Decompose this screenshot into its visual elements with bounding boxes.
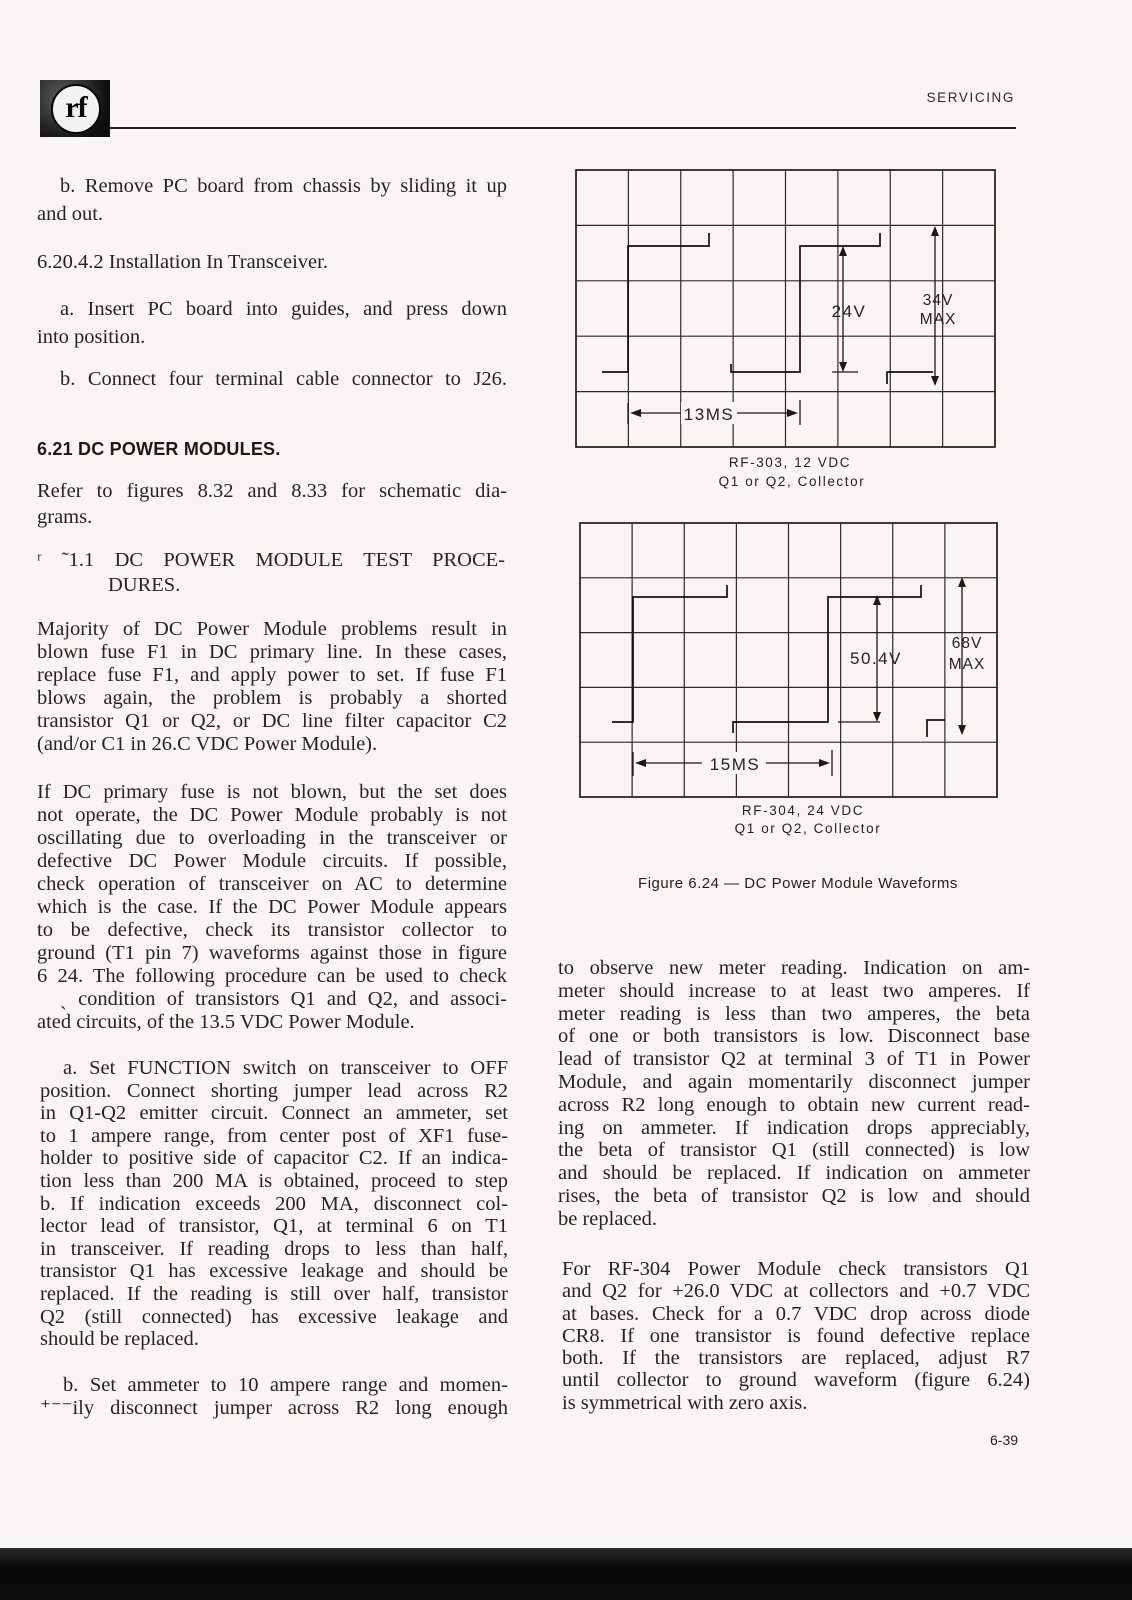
amplitude-label: 50.4V	[850, 649, 902, 668]
text-line: tion less than 200 MA is obtained, proceed to step	[40, 1169, 508, 1192]
text-line: Module, and again momentarily disconnect jumper	[558, 1070, 1030, 1093]
text-line: the beta of transistor Q1 (still connected) is low	[558, 1139, 1030, 1162]
max-text-label: MAX	[948, 656, 986, 673]
text-line: should be replaced.	[40, 1328, 199, 1351]
text-line: across R2 long enough to obtain new current read-	[558, 1093, 1030, 1116]
rf304-check-paragraph	[562, 1258, 1030, 1414]
logo-text: rf	[65, 90, 87, 124]
text-line: (and/or C1 in 26.C VDC Power Module).	[37, 733, 378, 755]
text-line: check operation of transceiver on AC to determine	[37, 873, 507, 895]
text-line: which is the case. If the DC Power Module appears	[37, 896, 507, 918]
text-line: ated circuits, of the 13.5 VDC Power Module.	[37, 1011, 415, 1033]
text-line: b. Remove PC board from chassis by sliding it up	[60, 175, 507, 197]
text-line: meter reading is less than two amperes, the beta	[558, 1002, 1030, 1025]
text-line: at bases. Check for a 0.7 VDC drop across diode	[562, 1302, 1030, 1325]
text-line: ˏ condition of transistors Q1 and Q2, and associ-	[60, 988, 507, 1010]
continuation-paragraph	[558, 957, 1030, 1231]
text-line: and Q2 for +26.0 VDC at collectors and +0.7 VDC	[562, 1280, 1030, 1303]
text-line: transistor Q1 has excessive leakage and should be	[40, 1260, 508, 1283]
section-heading: 6.21 DC POWER MODULES.	[37, 439, 281, 459]
text-line: into position.	[37, 326, 146, 348]
text-line: CR8. If one transistor is found defective replace	[562, 1324, 1030, 1347]
text-line: blown fuse F1 in DC primary line. In these cases,	[37, 641, 507, 663]
text-line: blows again, the problem is probably a shorted	[37, 687, 507, 709]
text-line: and should be replaced. If indication on ammeter	[558, 1162, 1030, 1185]
text-line: is symmetrical with zero axis.	[562, 1391, 808, 1414]
text-line: in Q1-Q2 emitter circuit. Connect an ammeter, set	[40, 1102, 508, 1125]
text-line: of one or both transistors is low. Disconnect base	[558, 1025, 1030, 1048]
figure-2-caption-model: RF-304, 24 VDC	[741, 803, 865, 818]
section-title: SERVICING	[926, 90, 1015, 105]
text-line: a. Insert PC board into guides, and press down	[60, 298, 507, 320]
text-line: ground (T1 pin 7) waveforms against those in figure	[37, 942, 507, 964]
period-label: 15MS	[709, 755, 761, 774]
scan-edge-band	[0, 1548, 1132, 1600]
text-line: ʳ ˜1.1 DC POWER MODULE TEST PROCE-	[37, 549, 505, 571]
text-line: not operate, the DC Power Module probably is not	[37, 804, 507, 826]
amplitude-label: 24V	[831, 302, 867, 321]
period-label: 13MS	[683, 405, 735, 424]
text-line: b. Set ammeter to 10 ampere range and momen-	[63, 1374, 508, 1396]
step-a-paragraph	[40, 1057, 508, 1351]
text-line: to observe new meter reading. Indication on am-	[558, 957, 1030, 979]
text-line: to 1 ampere range, from center post of XF1 fuse-	[40, 1124, 508, 1147]
text-line: lector lead of transistor, Q1, at terminal 6 on T1	[40, 1215, 508, 1238]
text-line: holder to positive side of capacitor C2. If an indica-	[40, 1147, 508, 1170]
text-line: to be defective, check its transistor collector to	[37, 919, 507, 941]
max-text-label: MAX	[919, 311, 957, 328]
rf303-waveform-figure	[576, 170, 995, 447]
step-b-paragraph	[40, 1374, 508, 1420]
text-line: in transceiver. If reading drops to less than half,	[40, 1237, 508, 1260]
text-line: Q2 (still connected) has excessive leakage and	[40, 1305, 508, 1328]
text-line: defective DC Power Module circuits. If possible,	[37, 850, 507, 872]
text-line: replaced. If the reading is still over half, transistor	[40, 1282, 508, 1305]
figure-caption: Figure 6.24 — DC Power Module Waveforms	[638, 875, 958, 892]
installation-heading: 6.20.4.2 Installation In Transceiver.	[37, 251, 328, 273]
square-wave-trace	[602, 233, 933, 384]
max-voltage-label: 68V	[951, 635, 983, 652]
text-line: transistor Q1 or Q2, or DC line filter capacitor C2	[37, 710, 507, 732]
scope-grid	[580, 523, 997, 797]
text-line: grams.	[37, 506, 93, 528]
rf304-waveform-figure	[580, 523, 997, 797]
text-line: replace fuse F1, and apply power to set. If fuse F1	[37, 664, 507, 686]
text-line: rises, the beta of transistor Q2 is low and should	[558, 1184, 1030, 1207]
text-line: be replaced.	[558, 1207, 658, 1230]
text-line: meter should increase to at least two amperes. If	[558, 979, 1030, 1002]
text-line: position. Connect shorting jumper lead across R2	[40, 1079, 508, 1102]
text-line: oscillating due to overloading in the transceiver or	[37, 827, 507, 849]
text-line: For RF-304 Power Module check transistors Q1	[562, 1258, 1030, 1280]
text-line: until collector to ground waveform (figure 6.24)	[562, 1369, 1030, 1392]
figure-1-caption-point: Q1 or Q2, Collector	[718, 474, 866, 489]
text-line: 6 24. The following procedure can be used to check	[37, 965, 507, 987]
figure-2-caption-point: Q1 or Q2, Collector	[734, 821, 882, 836]
text-line: b. Connect four terminal cable connector to J26.	[60, 368, 507, 390]
text-line: Refer to figures 8.32 and 8.33 for schematic dia-	[37, 480, 507, 502]
max-voltage-label: 34V	[922, 292, 954, 309]
text-line: DURES.	[108, 574, 181, 596]
text-line: Majority of DC Power Module problems result in	[37, 618, 507, 640]
text-line: and out.	[37, 203, 104, 225]
text-line: both. If the transistors are replaced, adjust R7	[562, 1347, 1030, 1370]
page-number: 6-39	[990, 1432, 1019, 1448]
text-line: a. Set FUNCTION switch on transceiver to OFF	[63, 1057, 508, 1079]
text-line: b. If indication exceeds 200 MA, disconnect col-	[40, 1192, 508, 1215]
figure-1-caption-model: RF-303, 12 VDC	[728, 455, 852, 470]
text-line: ⁺⁻⁻ily disconnect jumper across R2 long enough	[40, 1397, 508, 1419]
text-line: ing on ammeter. If indication drops appreciably,	[558, 1116, 1030, 1139]
text-line: lead of transistor Q2 at terminal 3 of T1 in Power	[558, 1048, 1030, 1071]
text-line: If DC primary fuse is not blown, but the set does	[37, 781, 507, 803]
